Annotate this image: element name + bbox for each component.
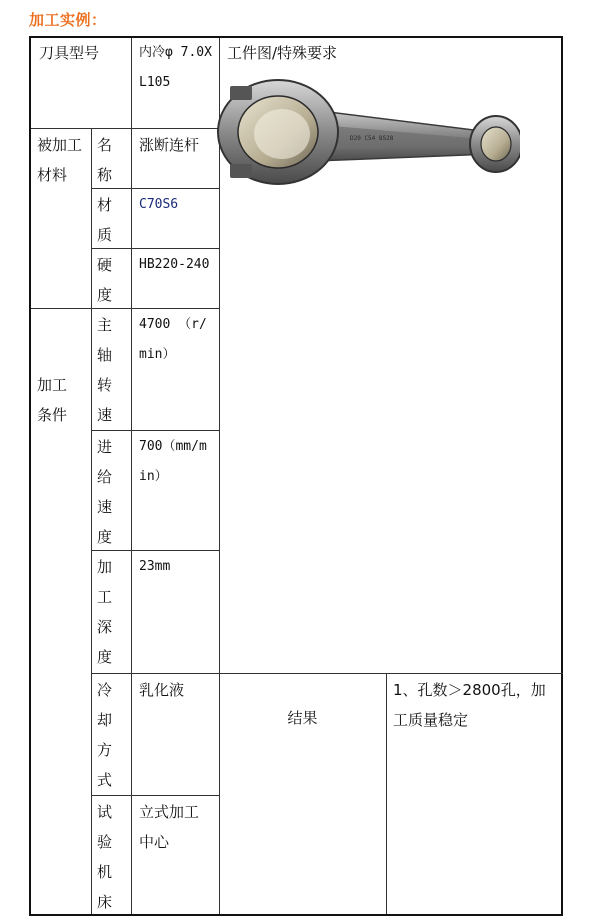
machine-value: 立式加工中心 [139, 803, 200, 851]
machine-label: 试验机床 [97, 803, 113, 911]
result-value: 1、孔数＞2800孔，加工质量稳定 [393, 681, 546, 729]
feed-rate-value: 700（mm/min） [139, 439, 207, 484]
part-engraving-text: D20 C54 8S28 [350, 135, 394, 142]
figure-label: 工件图/特殊要求 [227, 44, 338, 62]
conditions-group-label: 加工条件 [37, 376, 68, 424]
feed-rate-label: 进给速度 [97, 438, 113, 546]
cooling-value: 乳化液 [139, 681, 185, 699]
spindle-speed-label: 主轴转速 [97, 316, 113, 424]
material-grade-value: C70S6 [139, 197, 179, 212]
tool-model-value: 内冷φ 7.0XL105 [139, 45, 212, 90]
material-hardness-label: 硬度 [97, 256, 113, 304]
material-group-label: 被加工材料 [37, 136, 83, 184]
tool-model-label: 刀具型号 [39, 44, 100, 62]
material-hardness-value: HB220-240 [139, 257, 210, 272]
connecting-rod-image [200, 36, 520, 196]
result-label: 结果 [287, 709, 318, 727]
depth-label: 加工深度 [97, 558, 113, 666]
section-heading: 加工实例： [29, 11, 107, 29]
depth-value: 23mm [139, 559, 171, 574]
cooling-label: 冷却方式 [97, 681, 113, 789]
material-name-value: 涨断连杆 [139, 136, 200, 154]
material-grade-label: 材质 [97, 196, 113, 244]
material-name-label: 名称 [97, 136, 113, 184]
spindle-speed-value: 4700 （r/min） [139, 317, 207, 362]
